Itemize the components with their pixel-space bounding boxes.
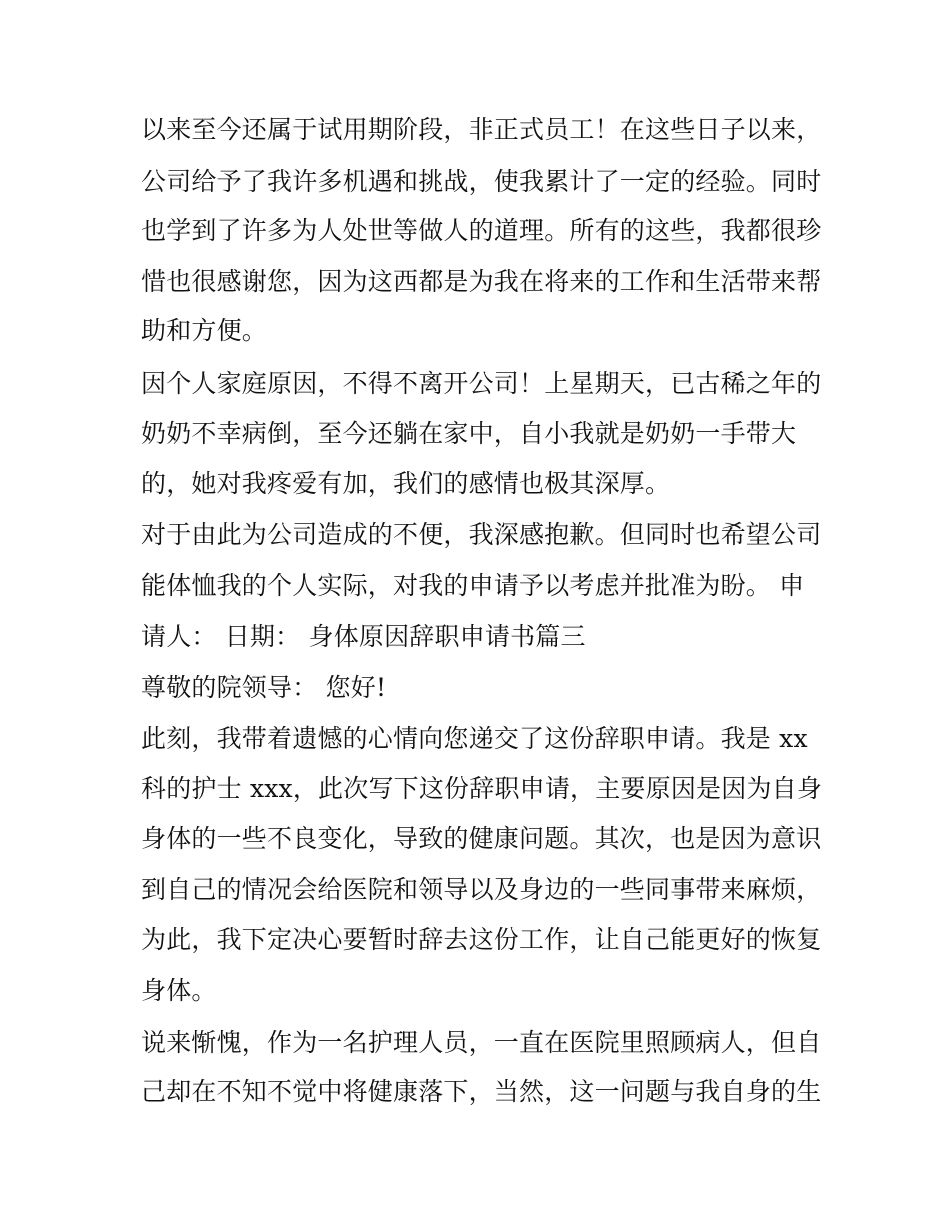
text-line: 因个人家庭原因，不得不离开公司！上星期天，已古稀之年的: [141, 369, 822, 398]
text-line: 请人： 日期： 身体原因辞职申请书篇三: [141, 622, 586, 651]
text-line: 能体恤我的个人实际，对我的申请予以考虑并批准为盼。 申: [141, 571, 805, 600]
text-line: 身体的一些不良变化，导致的健康问题。其次，也是因为意识: [141, 824, 822, 853]
text-line: 奶奶不幸病倒，至今还躺在家中，自小我就是奶奶一手带大: [141, 419, 797, 448]
text-line: 惜也很感谢您，因为这西都是为我在将来的工作和生活带来帮: [141, 267, 822, 296]
text-line: 到自己的情况会给医院和领导以及身边的一些同事带来麻烦，: [141, 875, 822, 904]
text-line: 的，她对我疼爱有加，我们的感情也极其深厚。: [141, 469, 671, 498]
text-line: 科的护士 xxx，此次写下这份辞职申请，主要原因是因为自身: [141, 774, 823, 803]
text-line: 尊敬的院领导： 您好!: [141, 673, 387, 702]
text-line: 为此，我下定决心要暂时辞去这份工作，让自己能更好的恢复: [141, 925, 822, 954]
text-line: 说来惭愧，作为一名护理人员，一直在医院里照顾病人，但自: [141, 1028, 822, 1057]
text-line: 助和方便。: [141, 316, 268, 345]
text-line: 此刻，我带着遗憾的心情向您递交了这份辞职申请。我是 xx: [141, 724, 808, 753]
text-line: 身体。: [141, 976, 217, 1005]
text-line: 以来至今还属于试用期阶段，非正式员工！在这些日子以来，: [141, 115, 822, 144]
text-line: 对于由此为公司造成的不便，我深感抱歉。但同时也希望公司: [141, 520, 822, 549]
text-line: 也学到了许多为人处世等做人的道理。所有的这些，我都很珍: [141, 216, 822, 245]
text-line: 公司给予了我许多机遇和挑战，使我累计了一定的经验。同时: [141, 167, 822, 196]
text-line: 己却在不知不觉中将健康落下，当然，这一问题与我自身的生: [141, 1077, 822, 1106]
